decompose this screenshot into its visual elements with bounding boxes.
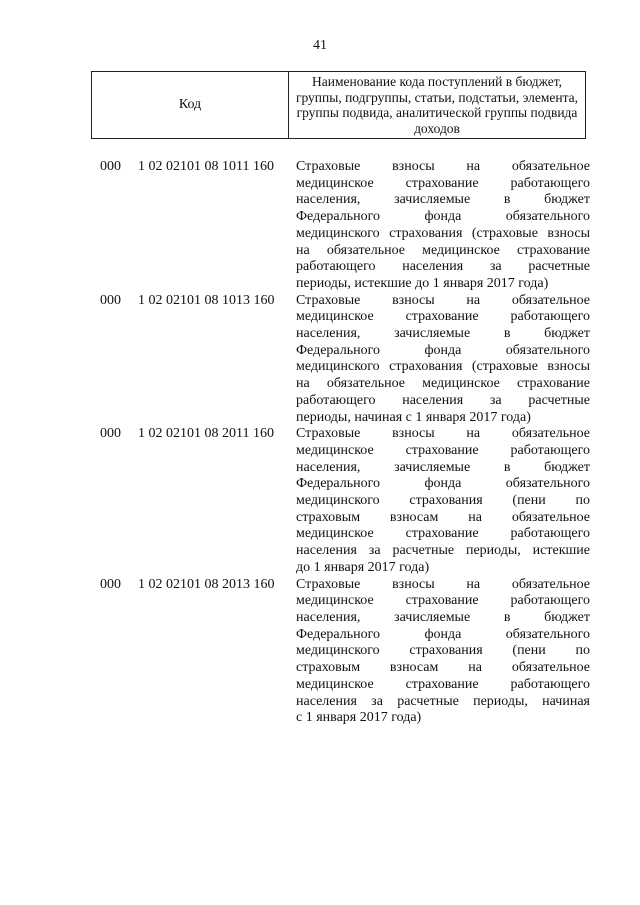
income-code: 1 02 02101 08 2011 160	[138, 426, 274, 442]
income-code: 1 02 02101 08 2013 160	[138, 576, 275, 592]
description-line: населения, зачисляемые в бюджет	[296, 609, 590, 625]
description-line: медицинского страхования (пени по	[296, 643, 590, 659]
description-line: на обязательное медицинское страхование	[296, 376, 590, 392]
description-line: Страховые взносы на обязательное	[296, 426, 590, 442]
table-row	[100, 426, 590, 576]
description-line: Федерального фонда обязательного	[296, 626, 590, 642]
description-line: медицинское страхование работающего	[296, 676, 590, 692]
income-code: 1 02 02101 08 1011 160	[138, 159, 274, 174]
income-description	[296, 293, 590, 427]
description-line: медицинского страхования (страховые взносы	[296, 225, 590, 241]
description-line: страховым взносам на обязательное	[296, 660, 590, 676]
description-line: медицинское страхование работающего	[296, 309, 590, 325]
admin-code: 000	[100, 159, 121, 174]
description-line: Федерального фонда обязательного	[296, 209, 590, 225]
description-line: медицинское страхование работающего	[296, 442, 590, 458]
description-line: населения за расчетные периоды, начиная	[296, 693, 590, 709]
description-line: периоды, истекшие до 1 января 2017 года)	[296, 275, 549, 291]
description-line: Страховые взносы на обязательное	[296, 292, 590, 308]
description-line: населения, зачисляемые в бюджет	[296, 459, 590, 475]
description-line: населения, зачисляемые в бюджет	[296, 326, 590, 342]
description-line: работающего населения за расчетные	[296, 259, 590, 275]
admin-code: 000	[100, 426, 121, 442]
table-row	[100, 293, 590, 427]
description-line: медицинское страхование работающего	[296, 593, 590, 609]
code-column-header: Код	[92, 72, 289, 138]
description-line: работающего населения за расчетные	[296, 392, 590, 408]
description-line: Страховые взносы на обязательное	[296, 159, 590, 174]
page-number: 41	[313, 38, 327, 53]
income-description	[296, 159, 590, 293]
admin-code: 000	[100, 576, 121, 592]
code-list	[100, 159, 590, 727]
description-line: с 1 января 2017 года)	[296, 710, 422, 726]
description-line: Федерального фонда обязательного	[296, 342, 590, 358]
description-line: Федерального фонда обязательного	[296, 476, 590, 492]
name-column-header: Наименование кода поступлений в бюджет, группы, подгруппы, статьи, подстатьи, элемента, группы подвида, аналитической группы подвида доходов	[295, 74, 579, 136]
description-line: периоды, начиная с 1 января 2017 года)	[296, 409, 531, 425]
description-line: до 1 января 2017 года)	[296, 559, 430, 575]
admin-code: 000	[100, 292, 121, 308]
description-line: медицинского страхования (страховые взносы	[296, 359, 590, 375]
table-row	[100, 159, 590, 293]
table-header	[91, 71, 586, 139]
description-line: медицинское страхование работающего	[296, 175, 590, 191]
income-description	[296, 577, 590, 727]
description-line: населения за расчетные периоды, истекшие	[296, 543, 590, 559]
description-line: страховым взносам на обязательное	[296, 509, 590, 525]
table-row	[100, 577, 590, 727]
description-line: медицинского страхования (пени по	[296, 493, 590, 509]
description-line: Страховые взносы на обязательное	[296, 576, 590, 592]
description-line: на обязательное медицинское страхование	[296, 242, 590, 258]
description-line: населения, зачисляемые в бюджет	[296, 192, 590, 208]
description-line: медицинское страхование работающего	[296, 526, 590, 542]
income-description	[296, 426, 590, 576]
income-code: 1 02 02101 08 1013 160	[138, 292, 275, 308]
